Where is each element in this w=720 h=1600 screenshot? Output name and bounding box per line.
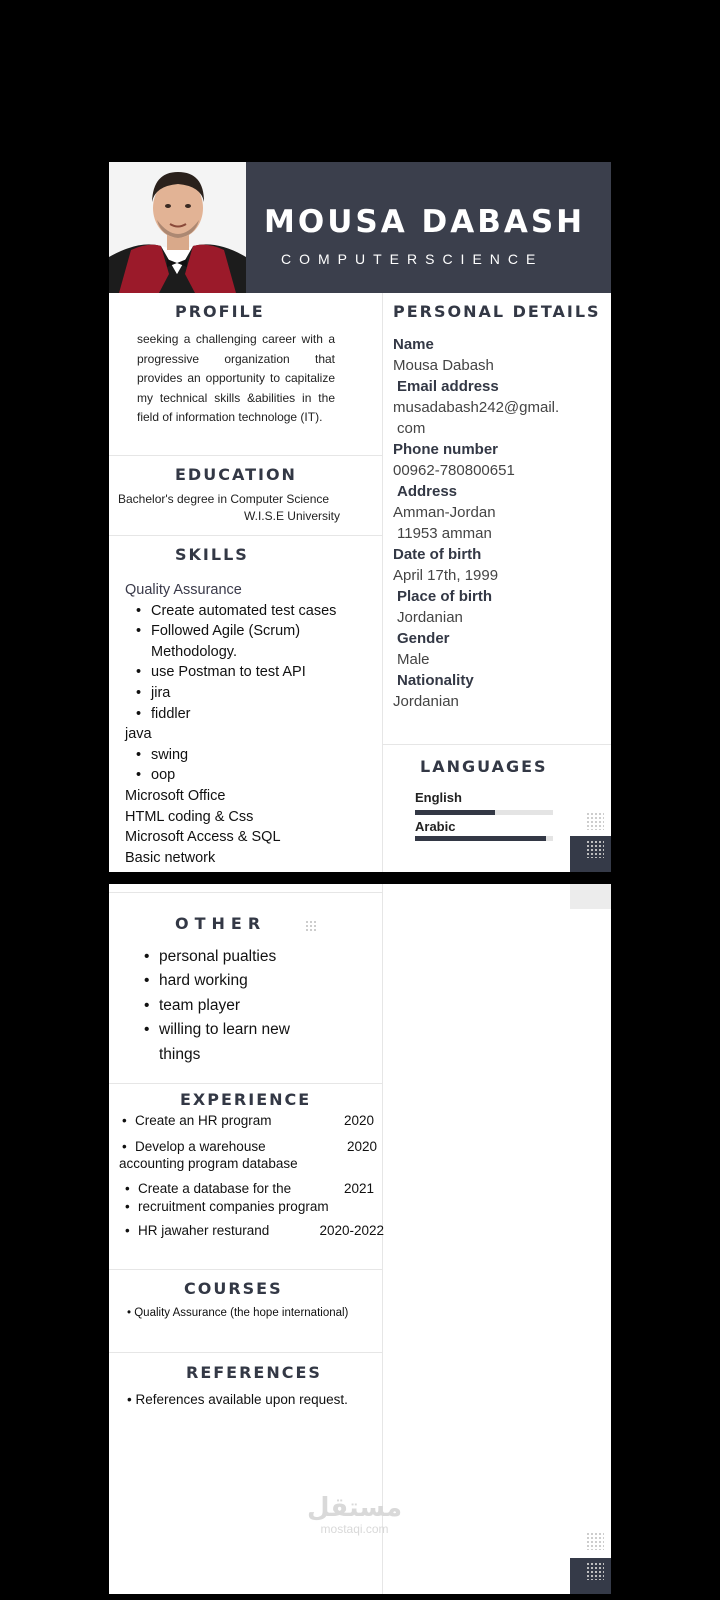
name-banner (246, 162, 611, 293)
column-divider (382, 884, 383, 1594)
cv-header (109, 162, 611, 293)
email-value-cont: com (397, 420, 426, 437)
languages-heading: LANGUAGES (420, 757, 548, 776)
education-school: W.I.S.E University (243, 509, 340, 523)
english-level-bar (415, 810, 553, 815)
personal-details-heading: PERSONAL DETAILS (393, 302, 601, 321)
experience-text: Develop a warehouse (135, 1139, 266, 1154)
skill-item: • swing (125, 745, 375, 766)
language-english: English (415, 790, 462, 805)
skill-item: • Followed Agile (Scrum) Methodology. (125, 621, 375, 662)
candidate-name: MOUSA DABASH (264, 204, 586, 240)
experience-year: 2021 (343, 1181, 374, 1196)
section-divider (109, 535, 382, 536)
section-divider (109, 892, 382, 893)
experience-year: 2020-2022 (319, 1223, 384, 1238)
experience-text: Create a database for the (138, 1181, 292, 1196)
experience-text: HR jawaher resturand (138, 1223, 270, 1238)
education-degree: Bachelor's degree in Computer Science (118, 492, 330, 506)
skill-item: • oop (125, 765, 375, 786)
experience-item: • recruitment companies program (125, 1199, 329, 1214)
other-item: • willing to learn new things (141, 1018, 329, 1067)
education-block (118, 491, 340, 525)
watermark-arabic: مستقل (307, 1493, 403, 1523)
experience-text: Create an HR program (135, 1113, 272, 1128)
skill-item: • Create automated test cases (125, 601, 375, 622)
email-label: Email address (397, 378, 499, 395)
experience-list (119, 1113, 384, 1238)
skill-group-qa: Quality Assurance (125, 582, 242, 598)
experience-item: • Create a database for the 2021 (125, 1181, 374, 1196)
email-value: musadabash242@gmail. (393, 399, 560, 416)
experience-heading: EXPERIENCE (180, 1090, 312, 1109)
experience-text-cont: accounting program database (119, 1156, 298, 1171)
experience-text: recruitment companies program (138, 1199, 329, 1214)
cv-page-2 (109, 884, 611, 1594)
nationality-label: Nationality (397, 672, 474, 689)
other-item: • personal pualties (141, 945, 329, 969)
address-value: Amman-Jordan (393, 504, 496, 521)
decorative-dots (586, 1562, 604, 1580)
language-arabic: Arabic (415, 819, 456, 834)
arabic-level-bar (415, 836, 553, 841)
dob-value: April 17th, 1999 (393, 567, 499, 584)
nationality-value: Jordanian (393, 693, 459, 710)
dob-label: Date of birth (393, 546, 482, 563)
course-item: • Quality Assurance (the hope international) (127, 1307, 349, 1319)
section-divider (109, 455, 382, 456)
skill-sql: Microsoft Access & SQL (125, 829, 281, 846)
decorative-dots (586, 812, 604, 830)
references-heading: REFERENCES (186, 1363, 322, 1382)
phone-value: 00962-780800651 (393, 462, 515, 479)
experience-item: • HR jawaher resturand 2020-2022 (125, 1223, 384, 1238)
other-item: • hard working (141, 969, 329, 993)
experience-year: 2020 (343, 1113, 374, 1128)
section-divider (109, 1083, 382, 1084)
decorative-dots (586, 1532, 604, 1550)
name-label: Name (393, 336, 434, 353)
english-level-fill (415, 810, 495, 815)
pob-value: Jordanian (397, 609, 463, 626)
decorative-dots (586, 840, 604, 858)
skill-item: • jira (125, 683, 375, 704)
reference-item: • References available upon request. (127, 1392, 348, 1407)
pob-label: Place of birth (397, 588, 493, 605)
candidate-field: COMPUTERSCIENCE (281, 251, 544, 267)
watermark (307, 1494, 402, 1536)
decorative-dots (305, 920, 317, 932)
profile-heading: PROFILE (175, 302, 265, 321)
cv-page-1 (109, 162, 611, 872)
skill-html: HTML coding & Css (125, 808, 254, 825)
gender-label: Gender (397, 630, 450, 647)
skill-office: Microsoft Office (125, 787, 226, 804)
personal-details (393, 334, 608, 712)
name-value: Mousa Dabash (393, 357, 494, 374)
profile-photo (109, 162, 246, 293)
profile-text: seeking a challenging career with a progressive organization that provides an opportunity to capitalize my technical skills &abilities in the field of information technologe (IT). (137, 332, 335, 424)
other-item: • team player (141, 994, 329, 1018)
reference-text: References available upon request. (135, 1392, 348, 1407)
column-divider (382, 293, 383, 872)
course-text: Quality Assurance (the hope international) (134, 1307, 349, 1319)
skill-group-java: java (125, 726, 152, 743)
section-divider (109, 1352, 382, 1353)
address-label: Address (397, 483, 458, 500)
decorative-block (570, 884, 611, 909)
courses-heading: COURSES (184, 1279, 283, 1298)
experience-item: • Create an HR program 2020 (122, 1113, 374, 1128)
experience-item: • Develop a warehouse 2020 accounting program database (119, 1139, 384, 1171)
skills-heading: SKILLS (175, 545, 249, 564)
other-heading: OTHER (175, 914, 267, 933)
arabic-level-fill (415, 836, 546, 841)
experience-year: 2020 (346, 1139, 377, 1154)
skill-network: Basic network (125, 849, 216, 866)
education-heading: EDUCATION (175, 465, 297, 484)
phone-label: Phone number (393, 441, 499, 458)
skills-list (125, 580, 375, 868)
watermark-url: mostaqi.com (320, 1522, 389, 1536)
section-divider (382, 744, 611, 745)
address-value-cont: 11953 amman (397, 525, 492, 542)
other-list (141, 945, 329, 1067)
section-divider (109, 1269, 382, 1270)
gender-value: Male (397, 651, 430, 668)
skill-item: • fiddler (125, 704, 375, 725)
skill-item: • use Postman to test API (125, 662, 375, 683)
